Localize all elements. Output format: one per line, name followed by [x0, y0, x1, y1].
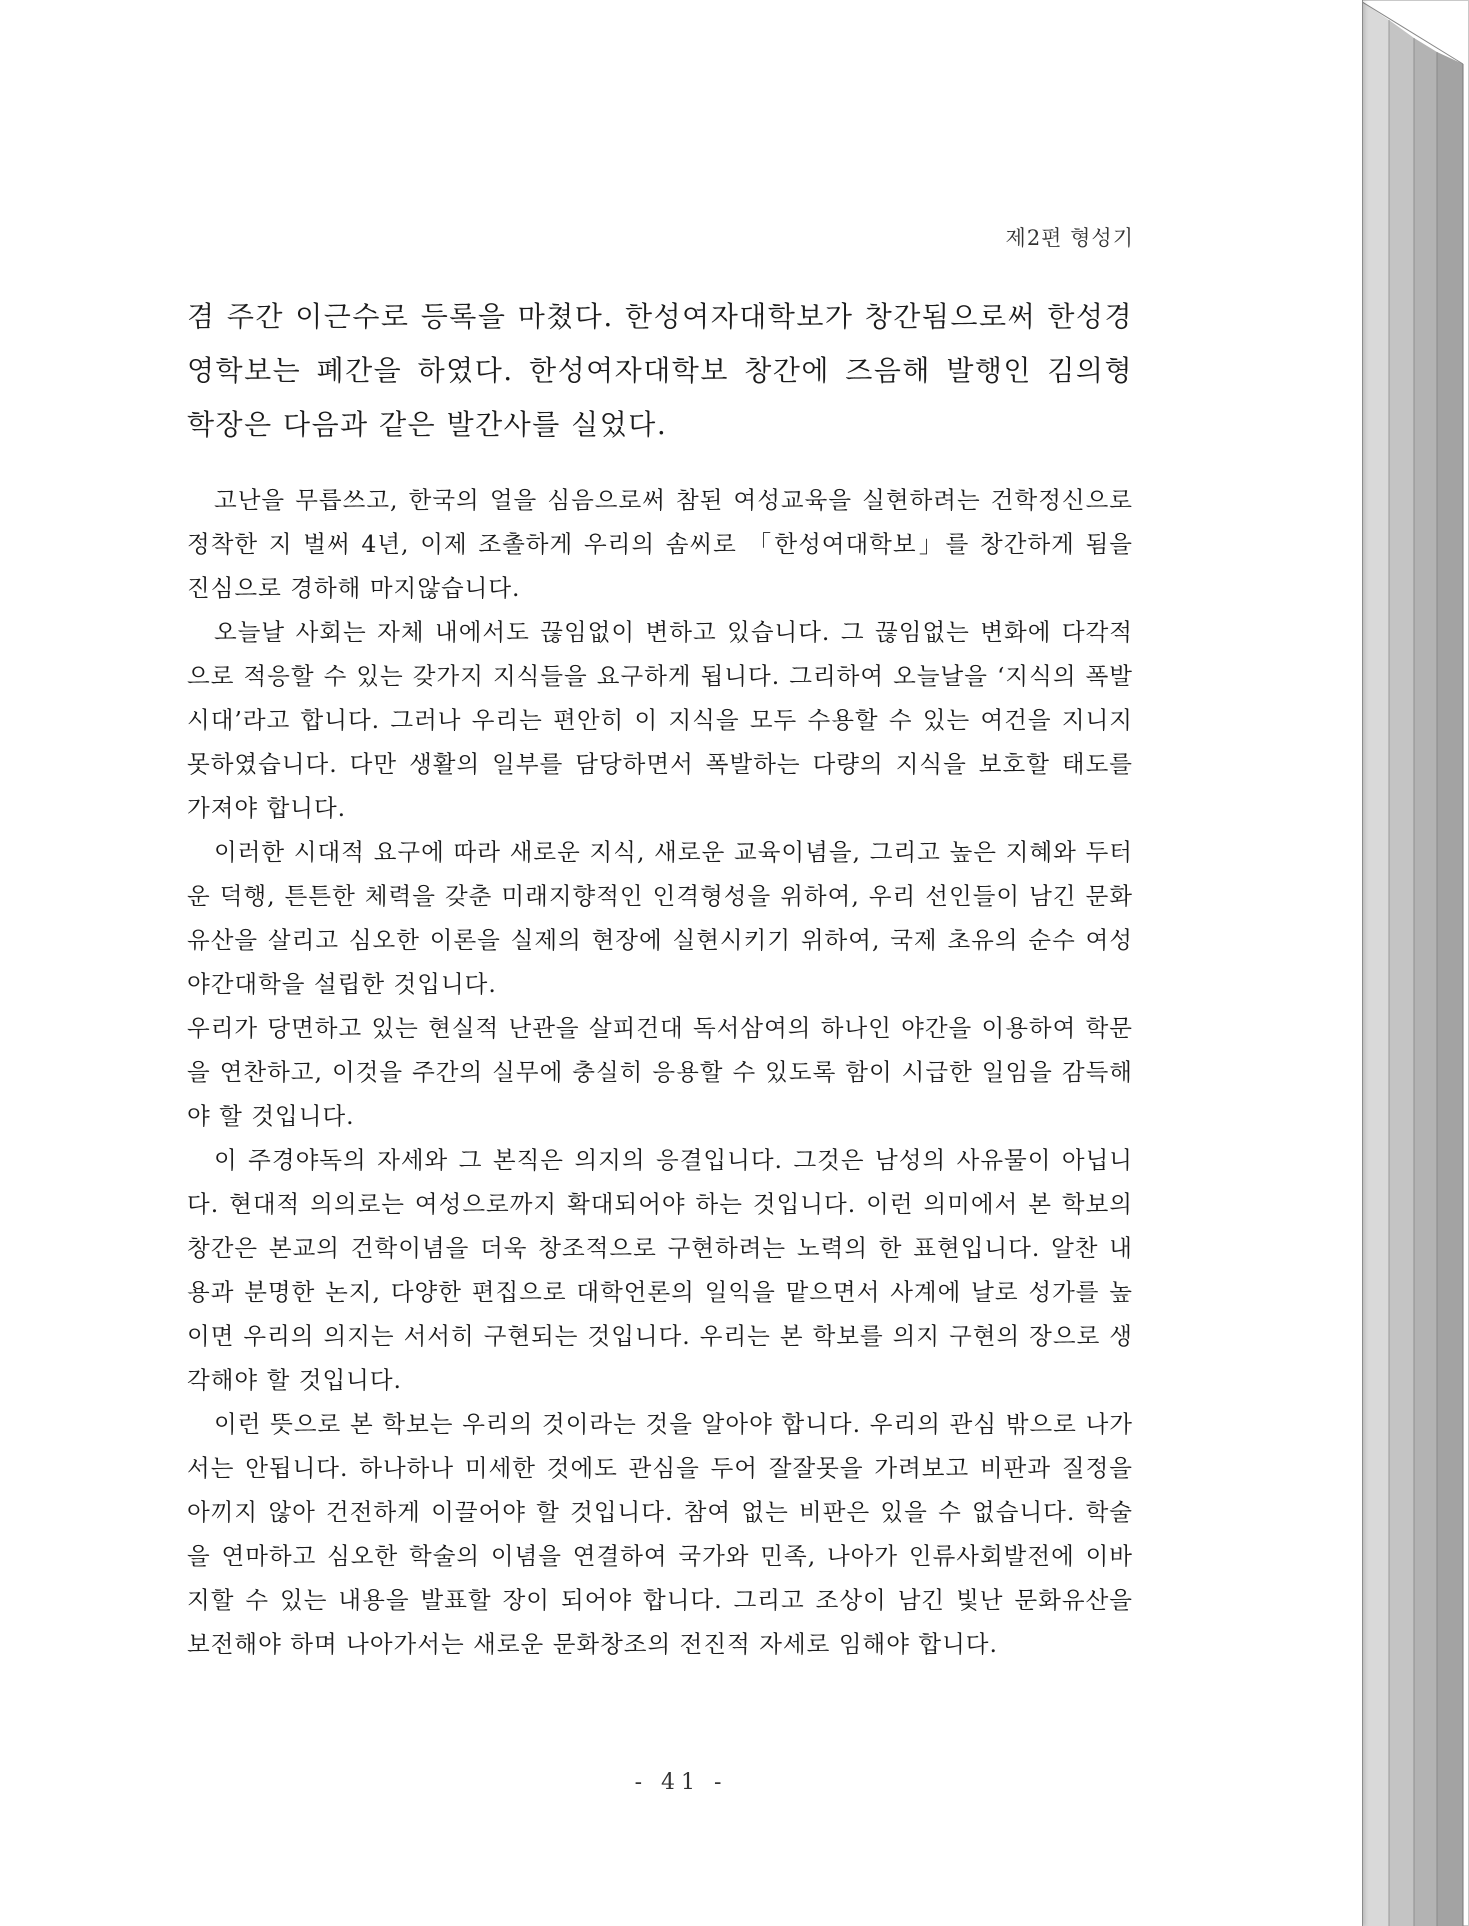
letter-paragraph: 오늘날 사회는 자체 내에서도 끊임없이 변하고 있습니다. 그 끊임없는 변화에 다각적으로 적응할 수 있는 갖가지 지식들을 요구하게 됩니다. 그리하여 오늘날을 ‘지식의 폭발시대’라고 합니다. 그러나 우리는 편안히 이 지식을 모두 수용할 수 있는 여건을 지니지 못하였습니다. 다만 생활의 일부를 담당하면서 폭발하는 다량의 지식을 보호할 태도를 가져야 합니다. — [187, 618, 1133, 822]
publication-address — [187, 478, 1133, 1666]
letter-paragraph: 이러한 시대적 요구에 따라 새로운 지식, 새로운 교육이념을, 그리고 높은 지혜와 두터운 덕행, 튼튼한 체력을 갖춘 미래지향적인 인격형성을 위하여, 우리 선인들이 남긴 문화유산을 살리고 심오한 이론을 실제의 현장에 실현시키기 위하여, 국제 초유의 순수 여성야간대학을 설립한 것입니다. — [187, 838, 1133, 998]
running-header: 제2편 형성기 — [1005, 226, 1134, 250]
letter-paragraph: 이 주경야독의 자세와 그 본직은 의지의 응결입니다. 그것은 남성의 사유물이 아닙니다. 현대적 의의로는 여성으로까지 확대되어야 하는 것입니다. 이런 의미에서 본 학보의 창간은 본교의 건학이념을 더욱 창조적으로 구현하려는 노력의 한 표현입니다. 알찬 내용과 분명한 논지, 다양한 편집으로 대학언론의 일익을 맡으면서 사계에 날로 성가를 높이면 우리의 의지는 서서히 구현되는 것입니다. 우리는 본 학보를 의지 구현의 장으로 생각해야 할 것입니다. — [187, 1146, 1133, 1394]
letter-paragraph: 고난을 무릅쓰고, 한국의 얼을 심음으로써 참된 여성교육을 실현하려는 건학정신으로 정착한 지 벌써 4년, 이제 조촐하게 우리의 솜씨로 「한성여대학보」를 창간하게 됨을 진심으로 경하해 마지않습니다. — [187, 486, 1133, 602]
page-number: - 41 - — [634, 1770, 728, 1795]
letter-paragraph: 우리가 당면하고 있는 현실적 난관을 살피건대 독서삼여의 하나인 야간을 이용하여 학문을 연찬하고, 이것을 주간의 실무에 충실히 응용할 수 있도록 함이 시급한 일임을 감득해야 할 것입니다. — [187, 1014, 1133, 1130]
book-page-edges — [1359, 0, 1469, 1926]
book-edges-graphic — [1359, 0, 1469, 1926]
intro-paragraph: 겸 주간 이근수로 등록을 마쳤다. 한성여자대학보가 창간됨으로써 한성경영학보는 폐간을 하였다. 한성여자대학보 창간에 즈음해 발행인 김의형 학장은 다음과 같은 발간사를 실었다. — [187, 300, 1133, 441]
letter-paragraph: 이런 뜻으로 본 학보는 우리의 것이라는 것을 알아야 합니다. 우리의 관심 밖으로 나가서는 안됩니다. 하나하나 미세한 것에도 관심을 두어 잘잘못을 가려보고 비판과 질정을 아끼지 않아 건전하게 이끌어야 할 것입니다. 참여 없는 비판은 있을 수 없습니다. 학술을 연마하고 심오한 학술의 이념을 연결하여 국가와 민족, 나아가 인류사회발전에 이바지할 수 있는 내용을 발표할 장이 되어야 합니다. 그리고 조상이 남긴 빛난 문화유산을 보전해야 하며 나아가서는 새로운 문화창조의 전진적 자세로 임해야 합니다. — [187, 1410, 1133, 1658]
